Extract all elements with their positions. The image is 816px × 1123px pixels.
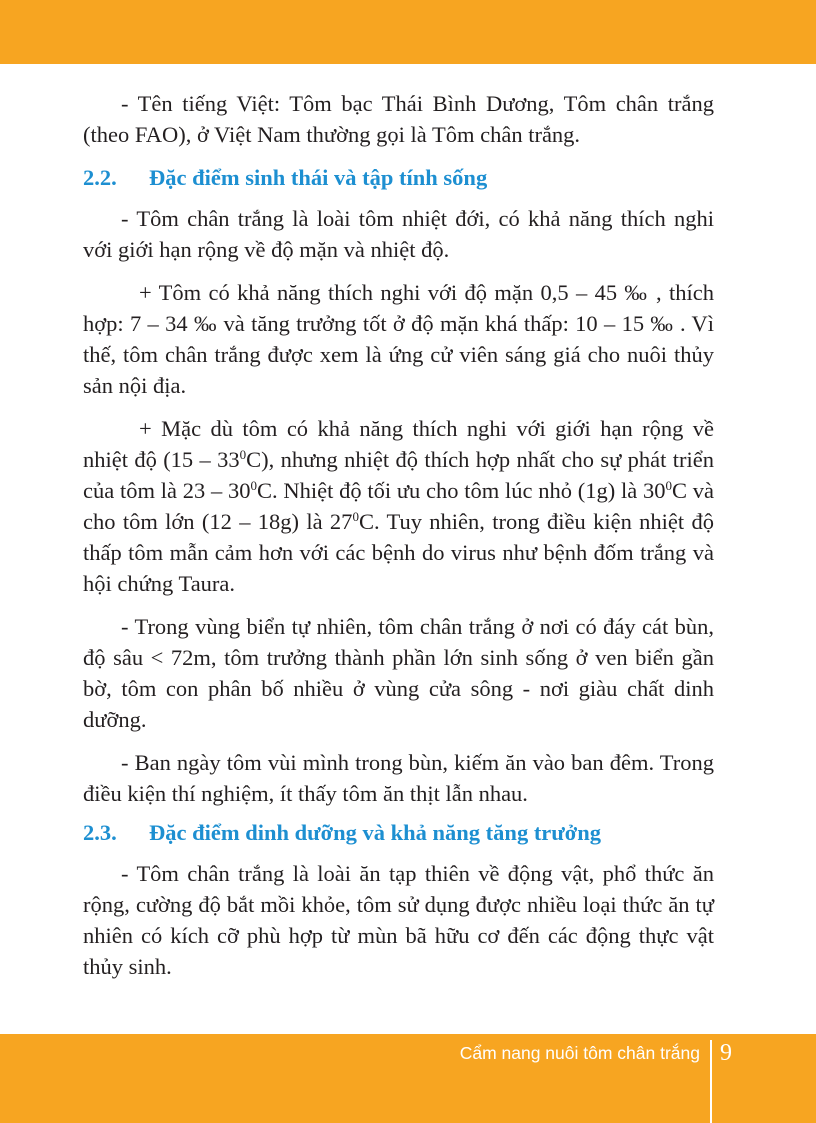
section-number: 2.3. — [83, 820, 117, 845]
section-heading-2-3 — [83, 817, 714, 848]
footer-book-title: Cẩm nang nuôi tôm chân trắng — [459, 1043, 700, 1063]
section-title: Đặc điểm sinh thái và tập tính sống — [149, 165, 488, 190]
temp-text-b: C), nhưng nhiệt độ thích hợp nhất cho sự phát triển của tôm là 23 – 30 — [83, 447, 714, 503]
paragraph-salinity: + Tôm có khả năng thích nghi với độ mặn 0,5 – 45 ‰ , thích hợp: 7 – 34 ‰ và tăng trưởng tốt ở độ mặn khá thấp: 10 – 15 ‰ . Vì thế, tôm chân trắng được xem là ứng cử viên sáng giá cho nuôi thủy sản nội địa. — [83, 280, 714, 398]
paragraph-name: - Tên tiếng Việt: Tôm bạc Thái Bình Dương, Tôm chân trắng (theo FAO), ở Việt Nam thường gọi là Tôm chân trắng. — [83, 91, 714, 147]
section-heading-2-2 — [83, 162, 714, 193]
paragraph-habitat: - Tôm chân trắng là loài tôm nhiệt đới, có khả năng thích nghi với giới hạn rộng về độ mặn và nhiệt độ. — [83, 206, 714, 262]
degree-sup: 0 — [352, 509, 359, 524]
section-number: 2.2. — [83, 165, 117, 190]
degree-sup: 0 — [665, 478, 672, 493]
page-number: 9 — [720, 1040, 732, 1066]
section-title: Đặc điểm dinh dưỡng và khả năng tăng trưởng — [149, 820, 602, 845]
degree-sup: 0 — [250, 478, 257, 493]
bottom-color-band — [0, 1034, 816, 1123]
paragraph-distribution: - Trong vùng biển tự nhiên, tôm chân trắng ở nơi có đáy cát bùn, độ sâu < 72m, tôm trưởng thành phần lớn sinh sống ở ven biển gần bờ, tôm con phân bố nhiều ở vùng cửa sông - nơi giàu chất dinh dưỡng. — [83, 614, 714, 732]
temp-text-e: C. Tuy nhiên, trong điều kiện nhiệt độ thấp tôm mẫn cảm hơn với các bệnh do virus như bệnh đốm trắng và hội chứng Taura. — [83, 509, 715, 596]
footer-divider — [710, 1040, 712, 1123]
temp-text-d: C và cho tôm lớn (12 – 18g) là 27 — [83, 478, 714, 534]
paragraph-nutrition: - Tôm chân trắng là loài ăn tạp thiên về động vật, phổ thức ăn rộng, cường độ bắt mồi khỏe, tôm sử dụng được nhiều loại thức ăn tự nhiên có kích cỡ phù hợp từ mùn bã hữu cơ đến các động thực vật thủy sinh. — [83, 861, 714, 979]
paragraph-behavior: - Ban ngày tôm vùi mình trong bùn, kiếm ăn vào ban đêm. Trong điều kiện thí nghiệm, ít thấy tôm ăn thịt lẫn nhau. — [83, 750, 714, 806]
top-color-band — [0, 0, 816, 64]
page-body — [83, 88, 714, 994]
temp-text-a: + Mặc dù tôm có khả năng thích nghi với giới hạn rộng về nhiệt độ (15 – 33 — [83, 416, 714, 472]
degree-sup: 0 — [239, 447, 247, 462]
paragraph-temperature — [83, 413, 714, 599]
temp-text-c: C. Nhiệt độ tối ưu cho tôm lúc nhỏ (1g) là 30 — [256, 478, 666, 503]
